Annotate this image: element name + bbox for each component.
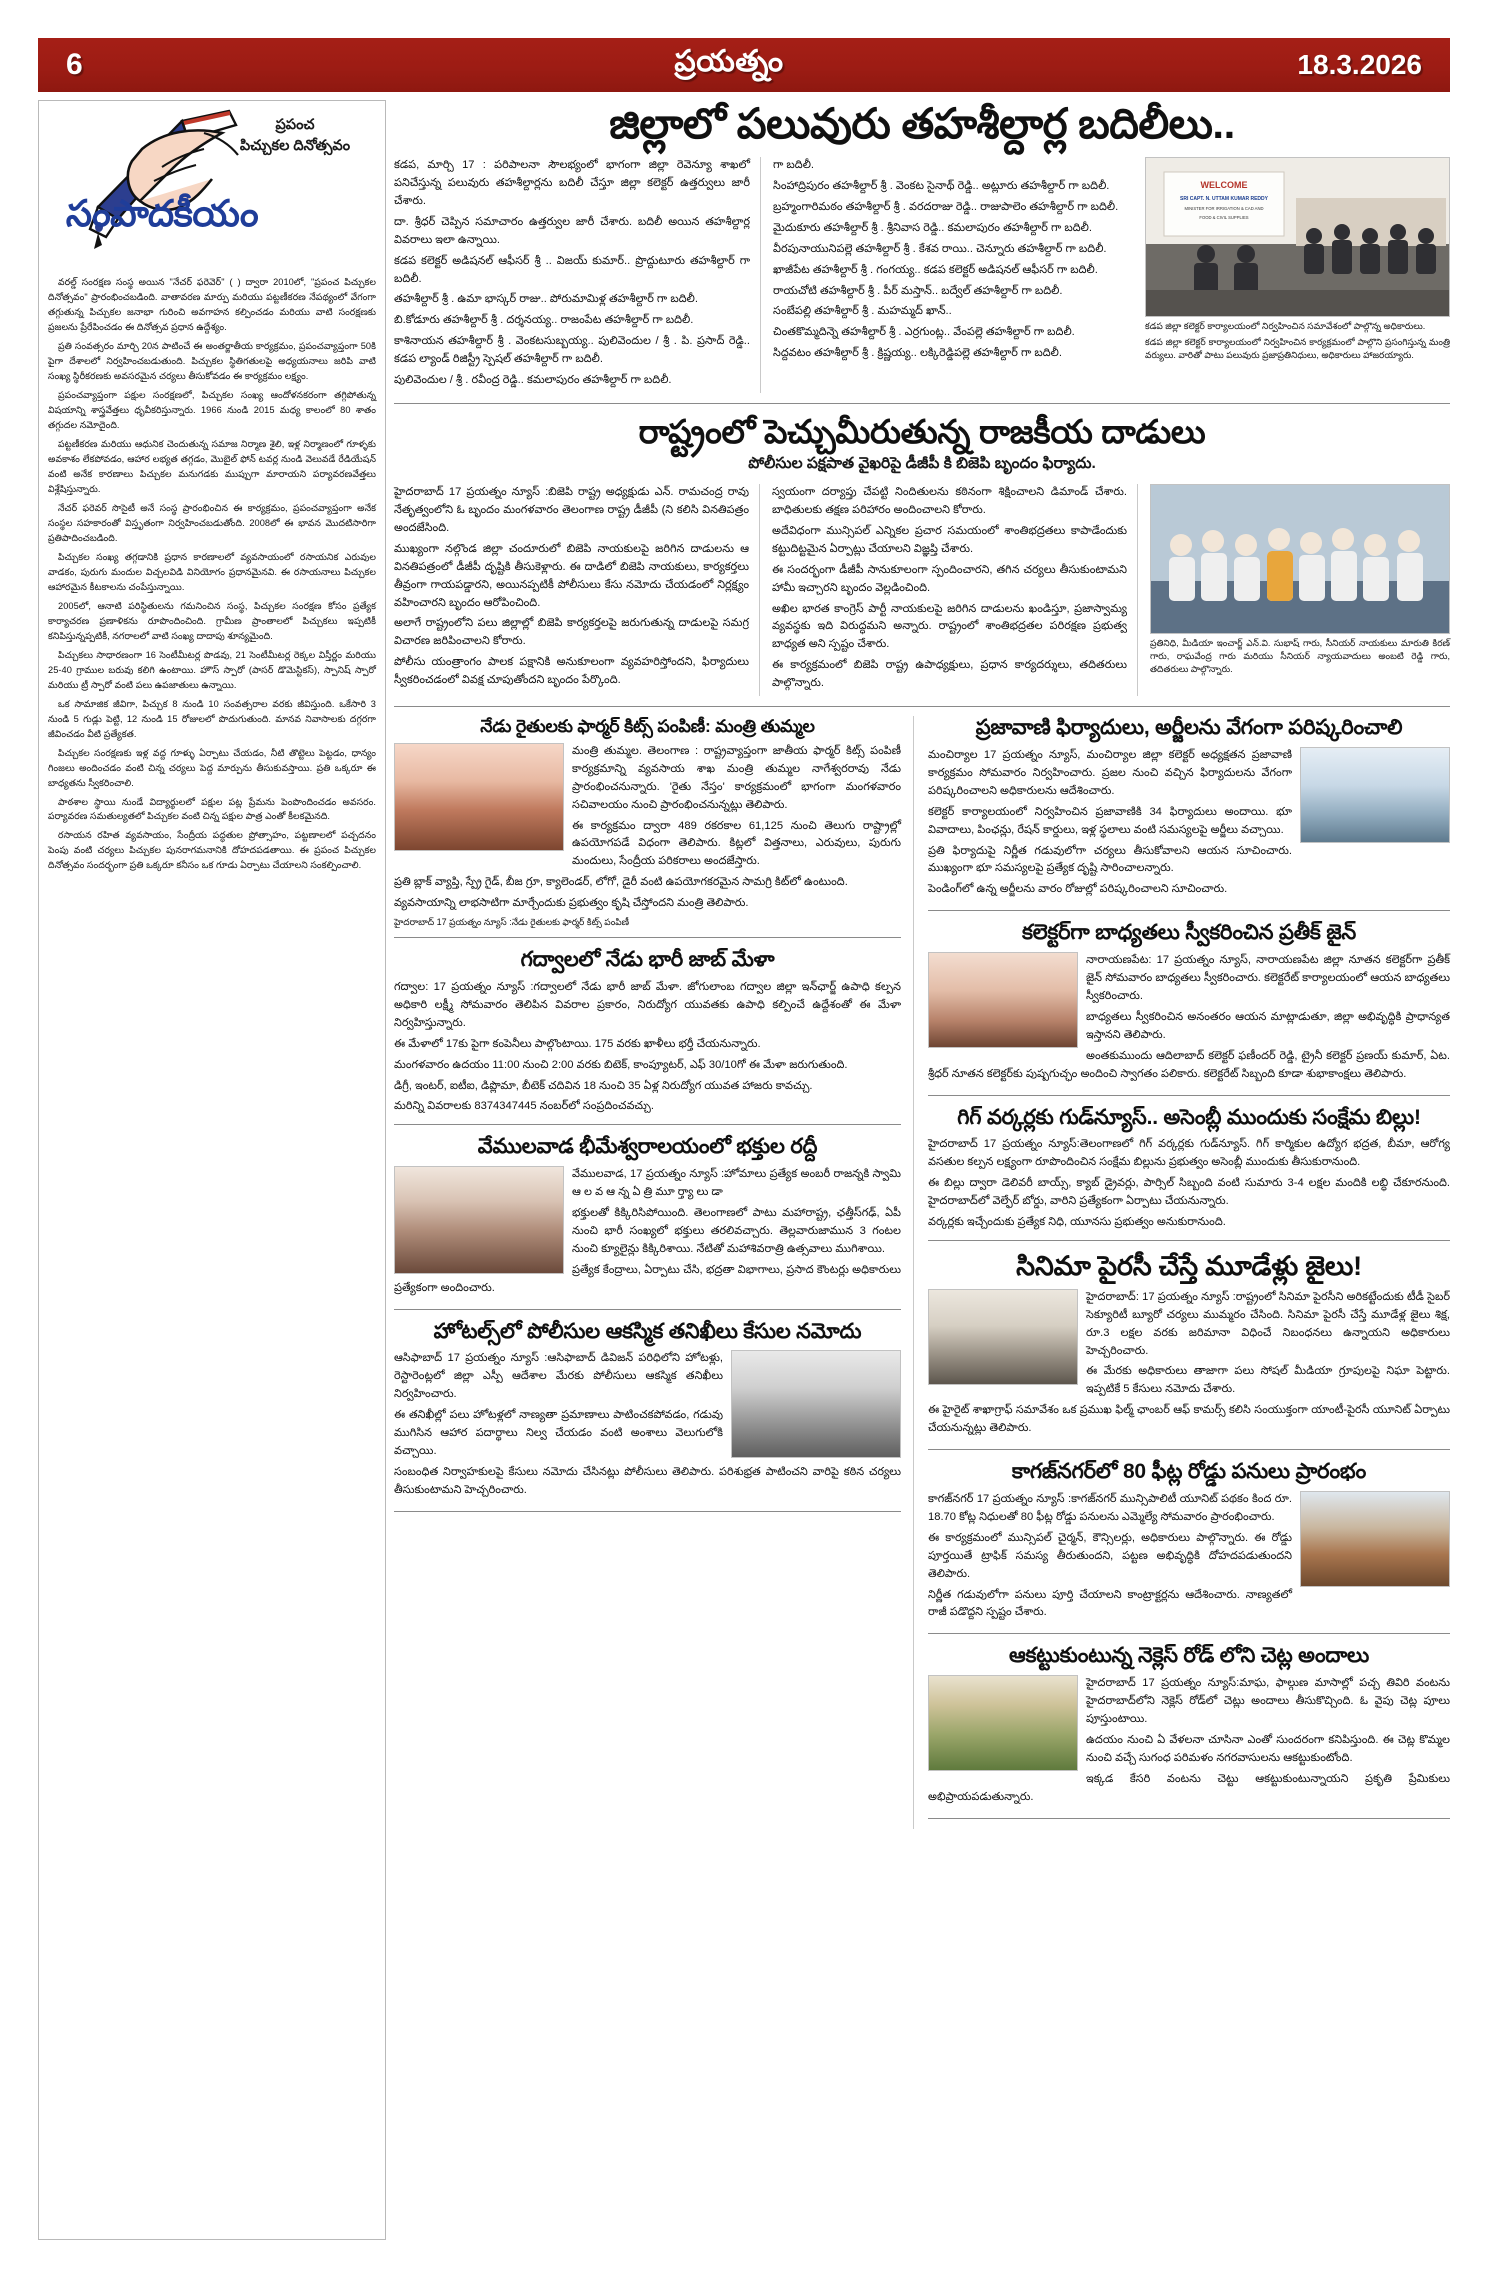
news-story [394, 716, 901, 938]
news-story [928, 716, 1450, 911]
lower-right-stack [928, 716, 1450, 1828]
lead-story [394, 100, 1450, 393]
editorial-paragraph: నేచర్ ఫరెవర్ సొసైటీ అనే సంస్థ ప్రారంభించిన ఈ కార్యక్రమం, ప్రపంచవ్యాప్తంగా అనేక సంస్థల సహకారంతో విస్తృతంగా నిర్వహించబడుతోంది. 2008లో ఈ భావన మొదటిసారిగా ప్రతిపాదించబడింది. [48, 502, 376, 543]
content-area [394, 100, 1450, 2240]
editorial-paragraph: పిచ్చుకల సంరక్షణకు ఇళ్ల వద్ద గూళ్ళు ఏర్పాటు చేయడం, నీటి తొట్టెలు పెట్టడం, ధాన్యం గింజలు అందించడం వంటి చిన్న చర్యలు పెద్ద మార్పును తీసుకువస్తాయి. ప్రతి ఒక్కరూ ఈ బాధ్యతను స్వీకరించాలి. [48, 747, 376, 788]
story-paragraph: ఉదయం నుంచి ఏ వేళలనా చూసినా ఎంతో సుందరంగా కనిపిస్తుంది. ఈ చెట్ల కొమ్మల నుంచి వచ్చే సుగంధ పరిమళం నగరవాసులను ఆకట్టుకుంటోంది. [1086, 1733, 1450, 1764]
editorial-paragraph: వరల్డ్ సంరక్షణ సంస్థ అయిన "నేచర్ ఫరెవెర్" ( ) ద్వారా 2010లో, "ప్రపంచ పిచ్చుకల దినోత్సవం" ప్రారంభించబడింది. వాతావరణ మార్పు మరియు పట్టణీకరణ నేపథ్యంలో వేగంగా తగ్గుతున్న పిచ్చుకల జనాభా గురించి అవగాహన కల్పించడం మరియు వాటి సంరక్షణకు ప్రజలను ప్రేరేపించడం ఈ దినోత్సవ ప్రధాన ఉద్దేశ్యం. [48, 277, 376, 332]
lead-paragraph: గా బదిలీ. [773, 159, 815, 172]
story-divider [394, 1124, 901, 1125]
editorial-paragraph: పాఠశాల స్థాయి నుండే విద్యార్థులలో పక్షుల పట్ల ప్రేమను పెంపొందించడం అవసరం. పర్యావరణ సమతుల్యతలో పిచ్చుకల వంటి చిన్న పక్షుల పాత్ర ఎంతో కీలకమైనది. [48, 796, 376, 822]
political-headline: రాష్ట్రంలో పెచ్చుమీరుతున్న రాజకీయ దాడులు [638, 413, 1206, 451]
story-paragraph: ప్రతి బ్లాక్ వ్యాప్తి, స్ప్రే గైడ్, బీజ గ్రూ, క్యాలెండర్, లోగో, డైరీ వంటి ఉపయోగకరమైన సామగ్రి కిట్‌లో ఉంటుంది. [394, 876, 848, 889]
political-photo-caption: ప్రతినిధి, మీడియా ఇంచార్జ్ ఎన్.వి. సుభాష్ గారు, సీనియర్ నాయకులు మారుతి కిరణ్ గారు, రాఘవేంద్ర గారు మరియు సీనియర్ న్యాయవాదులు అంబటి రెడ్డి గారు, తదితరులు పాల్గొన్నారు. [1150, 638, 1450, 675]
story-paragraph: ఈ బిల్లు ద్వారా డెలివరీ బాయ్స్, క్యాబ్ డ్రైవర్లు, పార్సిల్ సిబ్బంది వంటి సుమారు 3-4 లక్షల మందికి లబ్ధి చేకూరనుంది. హైదరాబాద్‌లో వెల్ఫేర్ బోర్డు, వారిని ప్రత్యేకంగా ఏర్పాటు చేయనున్నారు. [928, 1177, 1450, 1208]
collector-grievance-photo [1300, 747, 1450, 843]
editorial-header [48, 107, 376, 275]
political-paragraph: అఖిల భారత కాంగ్రెస్ పార్టీ నాయకులపై జరిగిన దాడులను ఖండిస్తూ, ప్రజాస్వామ్య వ్యవస్థకు ఇది విరుద్ధమని అన్నారు. రాష్ట్రంలో శాంతిభద్రతల పరిరక్షణ ప్రభుత్వ బాధ్యత అని స్పష్టం చేశారు. [772, 602, 1127, 651]
story-divider [928, 1818, 1450, 1819]
story-paragraph: సంబంధిత నిర్వాహకులపై కేసులు నమోదు చేసినట్లు పోలీసులు తెలిపారు. పరిశుభ్రత పాటించని వారిపై కఠిన చర్యలు తీసుకుంటామని హెచ్చరించారు. [394, 1465, 901, 1496]
lead-paragraph: దా. శ్రీధర్ చెప్పిన సమాచారం ఉత్తర్వుల జారీ చేశారు. బదిలీ అయిన తహశీల్దార్ల వివరాలు ఇలా ఉన్నాయి. [394, 215, 750, 246]
story-paragraph: వర్కర్లకు ఇచ్చేందుకు ప్రత్యేక నిధి, యూనసు ప్రభుత్వం అనుకురానుంది. [928, 1215, 1226, 1228]
section-divider-2 [394, 706, 1450, 707]
story-body [928, 1136, 1450, 1232]
story-paragraph: కాగజ్‌నగర్ 17 ప్రయత్నం న్యూస్ :కాగజ్‌నగర్ మున్సిపాలిటీ యూనిట్ పథకం కింద రూ. 18.70 కోట్ల నిధులతో 80 ఫీట్ల రోడ్డు పనులను ఎమ్మెల్యే సోమవారం ప్రారంభించారు. [928, 1492, 1292, 1523]
story-photo-wrap [928, 952, 1078, 1048]
news-story [394, 1135, 901, 1309]
political-paragraph: స్వయంగా దర్యాప్తు చేపట్టి నిందితులను కఠినంగా శిక్షించాలని డిమాండ్ చేశారు. బాధితులకు తక్షణ పరిహారం అందించాలని కోరారు. [772, 486, 1127, 516]
svg-text:MINISTER FOR IRRIGATION & CAD: MINISTER FOR IRRIGATION & CAD AND [1184, 206, 1264, 212]
story-paragraph: ఈ కార్యక్రమంలో మున్సిపల్ చైర్మన్, కౌన్సిలర్లు, అధికారులు పాల్గొన్నారు. ఈ రోడ్డు పూర్తయితే ట్రాఫిక్ సమస్య తీరుతుందని, పట్టణ అభివృద్ధికి దోహదపడుతుందని తెలిపారు. [928, 1531, 1292, 1580]
story-paragraph: ఈ కార్యక్రమం ద్వారా 489 రకరకాల 61,125 నుంచి తెలుగు రాష్ట్రాల్లో ఉపయోగపడే విధంగా తెలిపారు. కిట్లలో విత్తనాలు, ఎరువులు, పురుగు మందులు, సేంద్రీయ పరికరాలు అందజేస్తారు. [572, 819, 901, 868]
svg-text:FOOD & CIVIL SUPPLIES: FOOD & CIVIL SUPPLIES [1199, 215, 1249, 221]
editorial-kicker-line2: పిచ్చుకల దినోత్సవం [239, 138, 351, 155]
story-headline: కాగజ్‌నగర్‌లో 80 ఫీట్ల రోడ్డు పనులు ప్రారంభం [1011, 1460, 1367, 1484]
story-paragraph: ప్రతి ఫిర్యాదుపై నిర్ణీత గడువులోగా చర్యలు తీసుకోవాలని ఆయన సూచించారు. ముఖ్యంగా భూ సమస్యలపై ప్రత్యేక దృష్టి సారించాలన్నారు. [928, 844, 1292, 875]
lower-left-stack [394, 716, 914, 1828]
story-headline: ఆకట్టుకుంటున్న నెక్లెస్ రోడ్ లోని చెట్ల అందాలు [1008, 1644, 1370, 1668]
editorial-kicker-line1: ప్రపంచ [275, 117, 315, 133]
story-paragraph: మంత్రి తుమ్మల. తెలంగాణ : రాష్ట్రవ్యాప్తంగా జాతీయ ఫార్మర్ కిట్స్ పంపిణీ కార్యక్రమాన్ని వ్యవసాయ శాఖ మంత్రి తుమ్మల నాగేశ్వరరావు నేడు ప్రారంభించనున్నారు. 'రైతు నేస్తం' కార్యక్రమంలో భాగంగా మంగళవారం సచివాలయం నుంచి ప్రారంభించనున్నట్లు తెలిపారు. [572, 744, 901, 811]
story-paragraph: ఇక్కడ కేసరి వంటను చెట్టు ఆకట్టుకుంటున్నాయని ప్రకృతి ప్రేమికులు అభిప్రాయపడుతున్నారు. [928, 1772, 1450, 1803]
lead-paragraph: బ్రహ్మంగారిమఠం తహశీల్దార్ శ్రీ . వరదరాజు రెడ్డి.. రాజుపాలెం తహశీల్దార్ గా బదిలీ. [773, 200, 1119, 213]
story-headline: వేములవాడ భీమేశ్వరాలయంలో భక్తుల రద్దీ [477, 1135, 818, 1159]
lead-paragraph: వీరపునాయునిపల్లె తహశీల్దార్ శ్రీ . కేశవ రాయి.. చెన్నూరు తహశీల్దార్ గా బదిలీ. [773, 242, 1107, 255]
political-paragraph: అలాగే రాష్ట్రంలోని పలు జిల్లాల్లో బిజెపి కార్యకర్తలపై జరుగుతున్న దాడులపై సమగ్ర విచారణ జరిపించాలని కోరారు. [394, 617, 749, 648]
publication-date: 18.3.2026 [1297, 49, 1422, 80]
page-number: 6 [66, 48, 83, 81]
editorial-kicker [220, 115, 370, 157]
news-story [928, 1460, 1450, 1634]
story-headline: నేడు రైతులకు ఫార్మర్ కిట్స్ పంపిణీ: మంత్రి తుమ్మల [480, 716, 815, 737]
lead-photo-block [1145, 157, 1450, 393]
editorial-paragraph: ప్రపంచవ్యాప్తంగా పక్షుల సంరక్షణలో, పిచ్చుకల సంఖ్య ఆందోళనకరంగా తగ్గిపోతున్న విషయాన్ని శాస్త్రవేత్తలు ధృవీకరిస్తున్నారు. 1966 నుండి 2015 మధ్య కాలంలో 80 శాతం తగ్గుదల నమోదైంది. [48, 389, 376, 430]
news-story [394, 1320, 901, 1512]
lead-paragraph: పులివెందుల / శ్రీ . రవీంద్ర రెడ్డి.. కమలాపురం తహశీల్దార్ గా బదిలీ. [394, 374, 672, 387]
lead-paragraph: చింతకొమ్మదిన్నె తహశీల్దార్ శ్రీ . ఎర్రగుంట్ల.. వేంపల్లె తహశీల్దార్ గా బదిలీ. [773, 326, 1075, 339]
story-photo-wrap [1300, 747, 1450, 843]
story-photo-wrap [1300, 1491, 1450, 1587]
editorial-paragraph: 2005లో, ఆనాటి పరిస్థితులను గమనించిన సంస్థ, పిచ్చుకల సంరక్షణ కోసం ప్రత్యేక కార్యాచరణ ప్రణాళికను రూపొందించింది. గ్రామీణ ప్రాంతాలలో పిచ్చుకలు ఇప్పటికీ కనిపిస్తున్నప్పటికీ, నగరాలలో వాటి సంఖ్య దాదాపు శూన్యమైంది. [48, 600, 376, 641]
story-headline: సినిమా పైరసీ చేస్తే మూడేళ్లు జైలు! [1016, 1250, 1362, 1281]
story-paragraph: మరిన్ని వివరాలకు 8374347445 నంబర్‌లో సంప్రదించవచ్చు. [394, 1100, 654, 1113]
lead-paragraph: కడప, మార్చి 17 : పరిపాలనా సౌలభ్యంలో భాగంగా జిల్లా రెవెన్యూ శాఖలో పనిచేస్తున్న పలువురు తహశీల్దార్లను బదిలీ చేస్తూ జిల్లా కలెక్టర్ ఉత్తర్వులు జారీ చేశారు. [394, 159, 750, 207]
story-paragraph: మంగళవారం ఉదయం 11:00 నుంచి 2:00 వరకు బిటెక్, కాంప్యూటర్, ఎఫ్ 30/10గో ఈ మేళా జరుగుతుంది. [394, 1058, 848, 1071]
lead-column-2 [773, 157, 1133, 393]
story-paragraph: బాధ్యతలు స్వీకరించిన అనంతరం ఆయన మాట్లాడుతూ, జిల్లా అభివృద్ధికి ప్రాధాన్యత ఇస్తానని తెలిపారు. [1086, 1010, 1450, 1041]
temple-devotees-photo [394, 1166, 564, 1274]
lead-paragraph: కడప కలెక్టర్ అడిషనల్ ఆఫీసర్ శ్రీ .. విజయ్ కుమార్.. ప్రొద్దుటూరు తహశీల్దార్ గా బదిలీ. [394, 254, 750, 285]
story-paragraph: కలెక్టర్ కార్యాలయంలో నిర్వహించిన ప్రజావాణికి 34 ఫిర్యాదులు అందాయి. భూ వివాదాలు, పింఛన్లు, రేషన్ కార్డులు, ఇళ్ల స్థలాలు వంటి సమస్యలపై అర్జీలు వచ్చాయి. [928, 805, 1292, 836]
publication-title: ప్రయత్నం [674, 44, 784, 78]
story-divider [928, 910, 1450, 911]
lead-paragraph: సింహాద్రిపురం తహశీల్దార్ శ్రీ . వెంకట సైనాథ్ రెడ్డి.. అట్లూరు తహశీల్దార్ గా బదిలీ. [773, 179, 1110, 192]
political-paragraph: ముఖ్యంగా నల్గొండ జిల్లా చందూరులో బిజెపి నాయకులపై జరిగిన దాడులను ఆ వినతిపత్రంలో డీజీపీ దృష్టికి తీసుకెళ్లారు. ఈ దాడిలో బిజెపి నాయకులు, కార్యకర్తలు తీవ్రంగా గాయపడ్డారని, అయినప్పటికీ పోలీసులు కేసు నమోదు చేయడంలో నిర్లక్ష్యం వహించారని బృందం ఆరోపించింది. [394, 542, 749, 609]
lead-paragraph: మైదుకూరు తహశీల్దార్ శ్రీ . శ్రీనివాస రెడ్డి.. కమలాపురం తహశీల్దార్ గా బదిలీ. [773, 221, 1092, 234]
political-paragraph: హైదరాబాద్ 17 ప్రయత్నం న్యూస్ :బిజెపి రాష్ట్ర అధ్యక్షుడు ఎన్. రామచంద్ర రావు నేతృత్వంలోని ఓ బృందం మంగళవారం తెలంగాణ రాష్ట్ర డీజీపీ (ని కలిసి వినతిపత్రం అందజేసింది. [394, 486, 749, 534]
story-paragraph: ఆసిఫాబాద్ 17 ప్రయత్నం న్యూస్ :ఆసిఫాబాద్ డివిజన్ పరిధిలోని హోటళ్లు, రెస్టారెంట్లలో జిల్లా ఎస్పీ ఆదేశాల మేరకు పోలీసులు ఆకస్మిక తనిఖీలు నిర్వహించారు. [394, 1352, 723, 1401]
story-divider [928, 1240, 1450, 1241]
bjp-delegation-photo [1150, 484, 1450, 634]
editorial-logo-text: సంపాదకీయం [64, 194, 260, 235]
story-paragraph: ఈ మేళాలో 17కు పైగా కంపెనీలు పాల్గొంటాయి. 175 వరకు ఖాళీలు భర్తీ చేయనున్నారు. [394, 1037, 761, 1050]
necklace-road-trees-photo [928, 1675, 1078, 1771]
lead-headline: జిల్లాలో పలువురు తహశీల్దార్ల బదిలీలు.. [609, 100, 1235, 147]
editorial-paragraph: పిచ్చుకల సంఖ్య తగ్గడానికి ప్రధాన కారణాలలో వ్యవసాయంలో రసాయనిక ఎరువుల వాడకం, పురుగు మందుల విచ్చలవిడి వినియోగం ప్రధానమైనవి. ఈ రసాయనాలు పిచ్చుకల ఆహారమైన కీటకాలను చంపేస్తున్నాయి. [48, 551, 376, 592]
story-paragraph: నిర్ణీత గడువులోగా పనులు పూర్తి చేయాలని కాంట్రాక్టర్లను ఆదేశించారు. నాణ్యతలో రాజీ పడొద్దని స్పష్టం చేశారు. [928, 1588, 1292, 1619]
story-photo-wrap [731, 1350, 901, 1458]
story-paragraph: ప్రత్యేక కేంద్రాలు, ఏర్పాటు చేసి, భద్రతా విభాగాలు, ప్రసాద కౌంటర్లు అధికారులు ప్రత్యేకంగా అందించారు. [394, 1263, 901, 1294]
section-divider-1 [394, 403, 1450, 404]
editorial-panel [38, 100, 386, 2240]
editorial-paragraph: పిచ్చుకలు సాధారణంగా 16 సెంటీమీటర్ల పొడవు, 21 సెంటీమీటర్ల రెక్కల విస్తీర్ణం మరియు 25-40 గ్రాముల బరువు కలిగి ఉంటాయి. హౌస్ స్పారో (పాసర్ డొమెస్టికస్), స్పానిష్ స్పారో మరియు ట్రీ స్పారో వంటి పలు ఉపజాతులు ఉన్నాయి. [48, 649, 376, 690]
story-photo-wrap [394, 1166, 564, 1274]
editorial-paragraph: పట్టణీకరణ మరియు ఆధునిక చెందుతున్న సమాజ నిర్మాణ శైలి, ఇళ్ల నిర్మాణంలో గూళ్ళకు అవకాశం లేకపోవడం, ఆహార లభ్యత తగ్గడం, మొబైల్ ఫోన్ టవర్ల నుండి వెలువడే రేడియేషన్ వంటి అనేక కారణాలు పిచ్చుకల మనుగడకు ముప్పుగా మారాయని పర్యావరణవేత్తలు విశ్లేషిస్తున్నారు. [48, 438, 376, 494]
story-photo-wrap [928, 1289, 1078, 1385]
story-paragraph: భక్తులతో కిక్కిరిసిపోయింది. తెలంగాణలో పాటు మహారాష్ట్ర, ఛత్తీస్‌గఢ్, ఏపీ నుంచి భారీ సంఖ్యలో భక్తులు తరలివచ్చారు. తెల్లవారుజామున 3 గంటల నుంచి క్యూలైన్లు కిక్కిరిశాయి. నేటితో మహాశివరాత్రి ఉత్సవాలు ముగిశాయి. [572, 1206, 901, 1255]
welcome-banner-meeting-photo [1145, 157, 1450, 317]
political-column-1 [394, 484, 760, 696]
political-paragraph: ఈ కార్యక్రమంలో బిజెపి రాష్ట్ర ఉపాధ్యక్షులు, ప్రధాన కార్యదర్శులు, తదితరులు పాల్గొన్నారు. [772, 659, 1127, 690]
lead-paragraph: తహశీల్దార్ శ్రీ . ఉమా భాస్కర్ రాజు.. పోరుమామిళ్ల తహశీల్దార్ గా బదిలీ. [394, 293, 698, 306]
lead-column-1 [394, 157, 761, 393]
political-paragraph: పోలీసు యంత్రాంగం పాలక పక్షానికి అనుకూలంగా వ్యవహరిస్తోందని, ఫిర్యాదులు స్వీకరించడంలో వివక్ష చూపుతోందని బృందం పేర్కొంది. [394, 656, 749, 687]
story-photo-caption: హైదరాబాద్ 17 ప్రయత్నం న్యూస్ :నేడు రైతులకు ఫార్మర్ కిట్స్ పంపిణీ [394, 917, 630, 928]
lead-photo-caption: కడప జిల్లా కలెక్టర్ కార్యాలయంలో నిర్వహించిన సమావేశంలో పాల్గొన్న అధికారులు. [1145, 321, 1426, 332]
story-headline: ప్రజావాణి ఫిర్యాదులు, అర్జీలను వేగంగా పరిష్కరించాలి [975, 716, 1403, 740]
political-subhead: పోలీసుల పక్షపాత వైఖరిపై డీజీపీ కి బిజెపి బృందం ఫిర్యాదు. [748, 455, 1096, 473]
new-collector-photo [928, 952, 1078, 1048]
editorial-body [48, 275, 376, 877]
story-divider [928, 1633, 1450, 1634]
lead-paragraph: కాశినాయన తహశీల్దార్ శ్రీ . వెంకటసుబ్బయ్య.. పులివెందుల / శ్రీ . పి. ప్రసాద్ రెడ్డి.. కడప ల్యాండ్ రిజిస్ట్రీ స్పెషల్ తహశీల్దార్ గా బదిలీ. [394, 335, 750, 366]
lead-right-caption: కడప జిల్లా కలెక్టర్ కార్యాలయంలో నిర్వహించిన కార్యక్రమంలో పాల్గొని ప్రసంగిస్తున్న మంత్రి వర్యులు. వారితో పాటు పలువురు ప్రజాప్రతినిధులు, అధికారులు హాజరయ్యారు. [1145, 337, 1450, 361]
masthead-bar [38, 38, 1450, 92]
political-story [394, 413, 1450, 696]
story-divider [394, 1309, 901, 1310]
svg-text:SRI CAPT. N. UTTAM KUMAR REDDY: SRI CAPT. N. UTTAM KUMAR REDDY [1180, 196, 1268, 203]
story-paragraph: హైదరాబాద్: 17 ప్రయత్నం న్యూస్ :రాష్ట్రంలో సినిమా పైరసీని అరికట్టేందుకు టీడీ సైబర్ సెక్యూరిటీ బ్యూరో చర్యలు ముమ్మరం చేసింది. సినిమా పైరసీ చేస్తే మూడేళ్ల జైలు శిక్ష, రూ.3 లక్షల వరకు జరిమానా విధించే నిబంధనలు ఉన్నాయని అధికారులు హెచ్చరించారు. [1086, 1290, 1450, 1357]
film-chamber-photo [928, 1289, 1078, 1385]
story-paragraph: డిగ్రీ, ఇంటర్, ఐటీఐ, డిప్లొమా, బీటెక్ చదివిన 18 నుంచి 35 ఏళ్ల నిరుద్యోగ యువత హాజరు కావచ్చు. [394, 1079, 813, 1092]
story-divider [394, 1511, 901, 1512]
story-paragraph: మంచిర్యాల 17 ప్రయత్నం న్యూస్, మంచిర్యాల జిల్లా కలెక్టర్ అధ్యక్షతన ప్రజావాణి కార్యక్రమం సోమవారం నిర్వహించారు. ప్రజల నుంచి వచ్చిన ఫిర్యాదులను వేగంగా పరిష్కరించాలని అధికారులను ఆదేశించారు. [928, 748, 1292, 797]
story-paragraph: నారాయణపేట: 17 ప్రయత్నం న్యూస్, నారాయణపేట జిల్లా నూతన కలెక్టర్‌గా ప్రతీక్ జైన్ సోమవారం బాధ్యతలు స్వీకరించారు. కలెక్టరేట్ కార్యాలయంలో ఆయన బాధ్యతలు స్వీకరించారు. [1086, 954, 1450, 1002]
political-paragraph: ఈ సందర్భంగా డీజీపీ సానుకూలంగా స్పందించారని, తగిన చర్యలు తీసుకుంటామని హామీ ఇచ్చారని బృందం వెల్లడించింది. [772, 563, 1127, 594]
story-headline: హోటల్స్‌లో పోలీసుల ఆకస్మిక తనిఖీలు కేసుల నమోదు [433, 1319, 862, 1343]
story-paragraph: ఈ మేరకు అధికారులు తాజాగా పలు సోషల్ మీడియా గ్రూపులపై నిఘా పెట్టారు. ఇప్పటికే 5 కేసులు నమోదు చేశారు. [1086, 1365, 1450, 1396]
story-paragraph: ఈ హైరైట్ శాఖాగ్రాఫ్ సమావేశం ఒక ప్రముఖ ఫిల్మ్ ఛాంబర్ ఆఫ్ కామర్స్ కలిసి సంయుక్తంగా యాంటీ-పైరసీ యూనిట్ ఏర్పాటు చేయనున్నట్లు తెలిపారు. [928, 1404, 1450, 1435]
editorial-paragraph: ఒక సామాజిక జీవిగా, పిచ్చుక 8 నుండి 10 సంవత్సరాల వరకు జీవిస్తుంది. ఒకేసారి 3 నుండి 5 గుడ్లు పెట్టి, 12 నుండి 15 రోజులలో పొదుగుతుంది. మానవ నివాసాలకు దగ్గరగా జీవించడం వీటి ప్రత్యేకత. [48, 698, 376, 739]
story-paragraph: హైదరాబాద్ 17 ప్రయత్నం న్యూస్:మాఘ, ఫాల్గుణ మాసాల్లో పచ్చ తివిరి వంటను హైదరాబాద్‌లోని నెక్లెస్ రోడ్‌లో చెట్లు అందాలు తీసుకొచ్చింది. ఓ వైపు చెట్ల పూలు పూస్తుంటాయి. [1086, 1677, 1450, 1725]
news-story [928, 921, 1450, 1095]
story-divider [928, 1449, 1450, 1450]
svg-text:WELCOME: WELCOME [1200, 180, 1248, 191]
story-paragraph: అంతకుముందు ఆదిలాబాద్ కలెక్టర్ ఫణీందర్ రెడ్డి, ట్రైనీ కలెక్టర్ ప్రణయ్ కుమార్, ఏట. శ్రీధర్ నూతన కలెక్టర్‌కు పుష్పగుచ్ఛం అందించి స్వాగతం పలికారు. కలెక్టరేట్ సిబ్బంది కూడా శుభాకాంక్షలు తెలిపారు. [928, 1049, 1450, 1080]
story-paragraph: పెండింగ్‌లో ఉన్న అర్జీలను వారం రోజుల్లో పరిష్కరించాలని సూచించారు. [928, 883, 1228, 896]
story-headline: కలెక్టర్‌గా బాధ్యతలు స్వీకరించిన ప్రతీక్ జైన్ [1021, 921, 1357, 945]
lead-paragraph: రాయచోటి తహశీల్దార్ శ్రీ . పీర్ మస్తాన్.. బద్వేల్ తహశీల్దార్ గా బదిలీ. [773, 284, 1063, 297]
lead-paragraph: సిద్దవటం తహశీల్దార్ శ్రీ . క్రిష్ణయ్య.. లక్కిరెడ్డిపల్లె తహశీల్దార్ గా బదిలీ. [773, 347, 1062, 360]
lead-paragraph: సంబేపల్లి తహశీల్దార్ శ్రీ . మహమ్మద్ ఖాన్.. [773, 305, 952, 318]
news-story [928, 1251, 1450, 1450]
story-divider [394, 937, 901, 938]
news-story [394, 948, 901, 1125]
editorial-paragraph: రసాయన రహిత వ్యవసాయం, సేంద్రీయ పద్ధతుల ప్రోత్సాహం, పట్టణాలలో పచ్చదనం పెంపు వంటి చర్యలు పిచ్చుకల పునరాగమనానికి దోహదపడతాయి. ఈ ప్రపంచ పిచ్చుకల దినోత్సవం సందర్భంగా ప్రతి ఒక్కరూ కనీసం ఒక గూడు ఏర్పాటు చేయాలని సంకల్పించాలి. [48, 830, 376, 871]
political-paragraph: అదేవిధంగా మున్సిపల్ ఎన్నికల ప్రచార సమయంలో శాంతిభద్రతలు కాపాడేందుకు కట్టుదిట్టమైన ఏర్పాట్లు చేయాలని విజ్ఞప్తి చేశారు. [772, 524, 1127, 555]
story-paragraph: వ్యవసాయాన్ని లాభసాటిగా మార్చేందుకు ప్రభుత్వం కృషి చేస్తోందని మంత్రి తెలిపారు. [394, 897, 749, 910]
story-paragraph: గద్వాల: 17 ప్రయత్నం న్యూస్ :గద్వాలలో నేడు భారీ జాబ్ మేళా. జోగులాంబ గద్వాల జిల్లా ఇన్‌ఛార్జ్ ఉపాధి కల్పన అధికారి లక్ష్మీ సోమవారం తెలిపిన వివరాల ప్రకారం, నిరుద్యోగ యువతకు ఉపాధి కల్పించే ఉద్దేశంతో ఈ మేళా నిర్వహిస్తున్నారు. [394, 980, 901, 1029]
story-headline: గిగ్ వర్కర్లకు గుడ్‌న్యూస్.. అసెంబ్లీ ముందుకు సంక్షేమ బిల్లు! [957, 1105, 1421, 1129]
lead-paragraph: ఖాజీపేట తహశీల్దార్ శ్రీ . గంగయ్య.. కడప కలెక్టర్ అడిషనల్ ఆఫీసర్ గా బదిలీ. [773, 263, 1098, 276]
story-paragraph: వేములవాడ, 17 ప్రయత్నం న్యూస్ :హోమాలు ప్రత్యేక అంబరీ రాజన్నకి స్వామి ఆ ల వ ఆ న్న ఏ త్రి మూ ర్త్యా లు డా [572, 1168, 901, 1199]
story-body [394, 979, 901, 1116]
political-column-2 [772, 484, 1138, 696]
lead-paragraph: బి.కోడూరు తహశీల్దార్ శ్రీ . దర్శనయ్య.. రాజంపేట తహశీల్దార్ గా బదిలీ. [394, 314, 694, 327]
story-paragraph: హైదరాబాద్ 17 ప్రయత్నం న్యూస్:తెలంగాణలో గిగ్ వర్కర్లకు గుడ్‌న్యూస్. గిగ్ కార్మికుల ఉద్యోగ భద్రత, బీమా, ఆరోగ్య వసతుల కల్పన లక్ష్యంగా రూపొందించిన సంక్షేమ బిల్లును ప్రభుత్వం అసెంబ్లీ ముందుకు తీసుకురానుంది. [928, 1138, 1450, 1169]
minister-speaking-photo [394, 743, 564, 851]
police-inspection-photo [731, 1350, 901, 1458]
story-photo-wrap [394, 743, 564, 851]
news-story [928, 1106, 1450, 1241]
lower-grid [394, 716, 1450, 1828]
story-paragraph: ఈ తనిఖీల్లో పలు హోటళ్లలో నాణ్యతా ప్రమాణాలు పాటించకపోవడం, గడువు ముగిసిన ఆహార పదార్థాలు నిల్వ చేయడం వంటి అంశాలు వెలుగులోకి వచ్చాయి. [394, 1409, 723, 1457]
road-works-photo [1300, 1491, 1450, 1587]
story-photo-wrap [928, 1675, 1078, 1771]
editorial-paragraph: ప్రతి సంవత్సరం మార్చి 20న పాటించే ఈ అంతర్జాతీయ కార్యక్రమం, ప్రపంచవ్యాప్తంగా 50కి పైగా దేశాలలో నిర్వహించబడుతుంది. పిచ్చుకల స్థితిగతులపై అధ్యయనాలు జరిపి వాటి సంఖ్య స్థిరీకరణకు అవసరమైన చర్యలు తీసుకోవడం ఈ కార్యక్రమం లక్ష్యం. [48, 340, 376, 381]
story-divider [928, 1095, 1450, 1096]
news-story [928, 1644, 1450, 1818]
story-headline: గద్వాలలో నేడు భారీ జాబ్ మేళా [520, 948, 775, 972]
political-photo-block [1150, 484, 1450, 696]
